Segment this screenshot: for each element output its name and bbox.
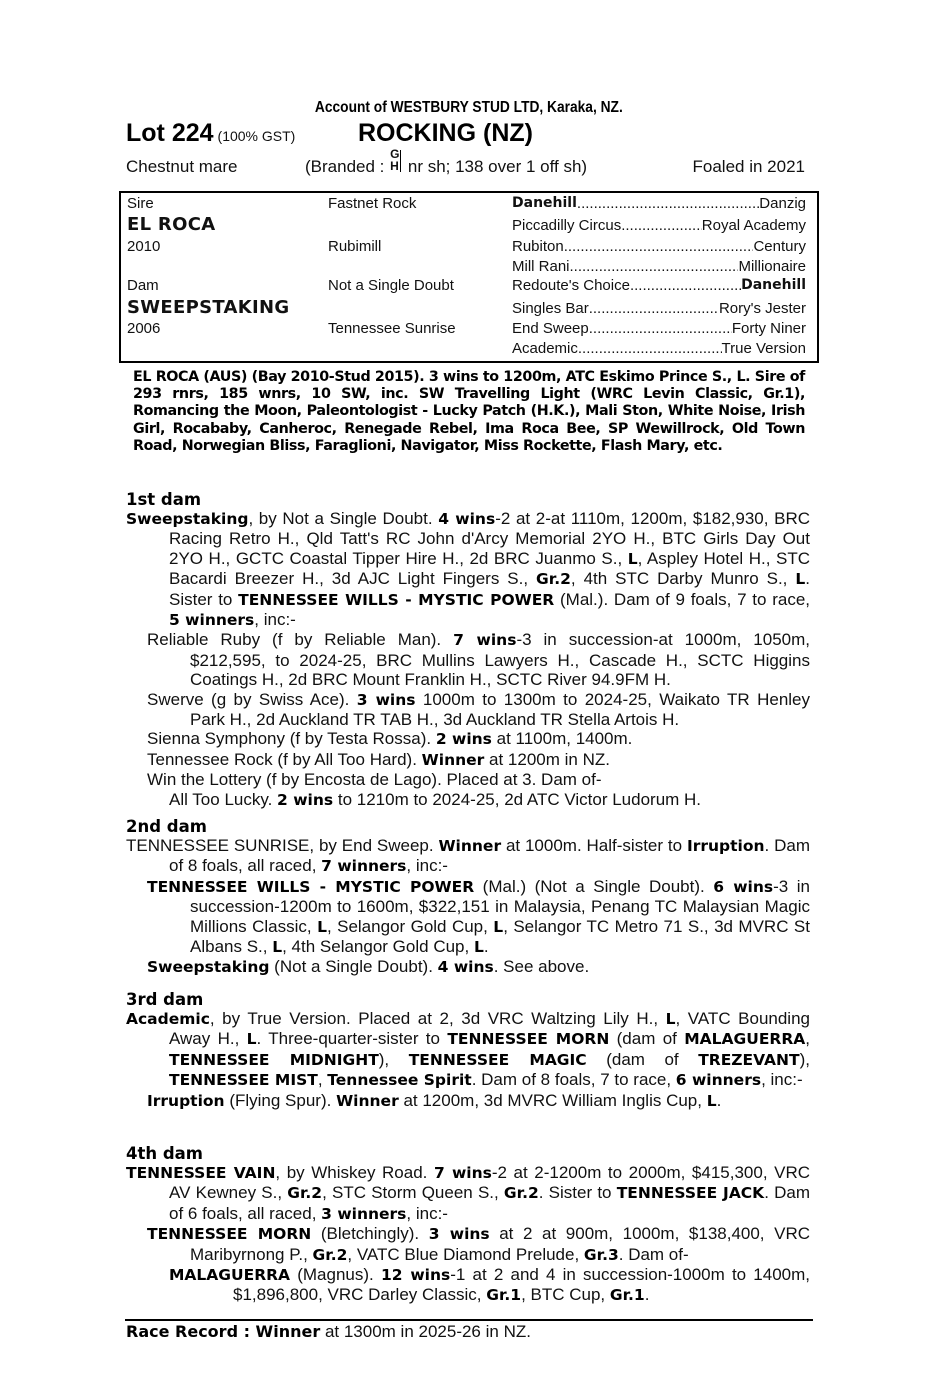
gg-right: Millionaire — [738, 258, 806, 275]
bold-text: 3 wins — [356, 690, 416, 709]
text-run: (Not a Single Doubt). — [269, 957, 438, 977]
race-record-label: Race Record : Winner — [126, 1322, 321, 1341]
sire-label: Sire — [127, 195, 154, 212]
text-run: , inc:- — [406, 1203, 448, 1223]
progeny-list — [126, 1224, 810, 1306]
text-run: . — [483, 937, 489, 957]
gg-left: Rubiton — [512, 238, 564, 255]
progeny-entry — [126, 790, 810, 810]
text-run: (Magnus). — [290, 1265, 381, 1285]
bold-text: L — [317, 917, 327, 936]
text-run: , 4th Selangor Gold Cup, — [282, 937, 474, 957]
bold-text: MALAGUERRA — [684, 1030, 806, 1049]
text-run: at 1100m, 1400m. — [491, 729, 633, 749]
bold-text: 4 wins — [438, 510, 496, 528]
bold-text: Academic — [126, 1010, 210, 1028]
text-run: at 1200m, 3d MVRC William Inglis Cup, — [398, 1090, 707, 1110]
bold-text: MALAGUERRA — [169, 1266, 291, 1285]
text-run: ), — [378, 1049, 409, 1069]
text-run: . Dam of 8 foals, all raced, — [169, 836, 811, 876]
bold-text: L — [706, 1091, 717, 1110]
bold-text: L — [473, 938, 484, 957]
progeny-entry — [126, 1265, 810, 1306]
dam-description — [126, 509, 810, 630]
great-grandparent-row — [512, 277, 806, 294]
bold-text: 7 winners — [321, 857, 407, 876]
progeny-entry — [126, 690, 810, 730]
bold-text: Sweepstaking — [147, 958, 270, 977]
bold-text: 7 wins — [433, 1164, 492, 1182]
leader-dots — [589, 320, 732, 337]
text-run: All Too Lucky. — [169, 789, 278, 809]
bold-text: Gr.1 — [609, 1286, 645, 1305]
leader-dots — [630, 277, 741, 294]
gg-left: Academic — [512, 340, 578, 357]
text-run: . — [716, 1090, 722, 1110]
text-run: (dam of — [586, 1049, 699, 1069]
brand-bottom-letter: H — [390, 159, 399, 173]
first-dam-section — [126, 490, 810, 810]
text-run: at 2 at 900m, 1000m, $138,400, VRC Maribyrnong P., — [190, 1224, 811, 1264]
progeny-list — [126, 877, 810, 978]
section-heading: 2nd dam — [126, 817, 207, 836]
sire-dam: Rubimill — [328, 238, 382, 255]
text-run: (Mal.) (Not a Single Doubt). — [474, 876, 714, 896]
colour-sex: Chestnut mare — [126, 157, 238, 176]
text-run: , inc:- — [761, 1070, 803, 1090]
bold-text: Gr.3 — [583, 1245, 619, 1264]
brand-top-letter: G — [390, 147, 400, 161]
pedigree-table — [119, 191, 819, 363]
bold-text: TREZEVANT — [698, 1050, 800, 1069]
text-run: -2 at 2-1200m to 2000m, $415,300, VRC AV Kewney S., — [169, 1163, 811, 1203]
lot-header — [126, 119, 533, 151]
bold-text: TENNESSEE WILLS - MYSTIC POWER — [238, 590, 555, 609]
brand-suffix: nr sh; 138 over 1 off sh) — [407, 157, 588, 176]
bold-text: Sweepstaking — [126, 510, 249, 528]
bold-text: L — [493, 917, 504, 936]
progeny-entry — [126, 630, 810, 689]
text-run: . Sister to — [538, 1183, 617, 1203]
text-run: , VATC Blue Diamond Prelude, — [347, 1244, 584, 1264]
text-run: at 1200m in NZ. — [484, 749, 610, 769]
gg-right: Danehill — [741, 277, 806, 293]
sire-name: EL ROCA — [127, 214, 216, 235]
leader-dots — [564, 238, 754, 255]
progeny-list — [126, 630, 810, 810]
bold-text: 3 winners — [321, 1204, 407, 1223]
gg-left: Mill Rani — [512, 258, 570, 275]
text-run: ), — [799, 1049, 810, 1069]
progeny-entry — [126, 1091, 810, 1111]
sire-year: 2010 — [127, 238, 161, 255]
gg-left: Singles Bar — [512, 300, 589, 317]
progeny-list — [126, 1091, 810, 1111]
dam-label: Dam — [127, 277, 159, 294]
gg-left: Piccadilly Circus — [512, 217, 622, 234]
gg-right: Century — [753, 238, 806, 255]
brand-info — [305, 147, 588, 177]
text-run: . — [644, 1285, 650, 1305]
bold-text: Tennessee Spirit — [327, 1071, 472, 1090]
section-heading: 1st dam — [126, 490, 202, 509]
text-run: -3 in succession-1200m to 1600m, $322,151 in Malaysia, Penang TC Malaysian Magic Millions Classic, — [190, 876, 811, 936]
bold-text: 4 wins — [437, 958, 494, 977]
fourth-dam-section — [126, 1144, 810, 1306]
text-run: Sienna Symphony (f by Testa Rossa). — [147, 729, 436, 749]
text-run: Tennessee Rock (f by All Too Hard). — [147, 749, 422, 769]
section-heading: 3rd dam — [126, 990, 204, 1009]
gg-right: Royal Academy — [701, 217, 806, 234]
text-run: Swerve (g by Swiss Ace). — [147, 689, 357, 709]
text-run: (Bletchingly). — [311, 1224, 429, 1244]
gg-right: Forty Niner — [731, 320, 806, 337]
progeny-entry — [126, 750, 810, 770]
horse-description — [126, 147, 810, 181]
gg-right: True Version — [721, 340, 806, 357]
lot-number: Lot 224 — [126, 119, 214, 147]
bold-text: Winner — [421, 750, 485, 769]
dam-description — [126, 836, 810, 877]
bold-text: Winner — [336, 1091, 399, 1110]
leader-dots — [578, 340, 722, 357]
leader-dots — [621, 217, 702, 234]
great-grandparent-row — [512, 320, 806, 337]
bold-text: 3 wins — [428, 1225, 490, 1244]
bold-text: TENNESSEE MIDNIGHT — [169, 1050, 379, 1069]
divider-rule — [125, 1319, 813, 1321]
bold-text: 6 wins — [713, 877, 774, 896]
bold-text: TENNESSEE MORN — [447, 1030, 610, 1049]
horse-name: ROCKING (NZ) — [358, 119, 533, 147]
leader-dots — [589, 300, 719, 317]
text-run: , BTC Cup, — [521, 1285, 610, 1305]
text-run: 1000m to 1300m to 2024-25, Waikato TR Henley Park H., 2d Auckland TR TAB H., 3d Auckland TR Stella Artois H. — [190, 689, 811, 730]
dam-description — [126, 1009, 810, 1091]
text-run: . Dam of 6 foals, all raced, — [169, 1183, 811, 1223]
bold-text: TENNESSEE WILLS - MYSTIC POWER — [147, 877, 475, 896]
gg-left: End Sweep — [512, 320, 589, 337]
sire-sire: Fastnet Rock — [328, 195, 417, 212]
dam-year: 2006 — [127, 320, 161, 337]
text-run: , 4th STC Darby Munro S., — [570, 569, 796, 589]
leader-dots — [577, 195, 759, 212]
bold-text: Winner — [438, 837, 502, 855]
text-run: Reliable Ruby (f by Reliable Man). — [147, 630, 454, 650]
gst-note: (100% GST) — [217, 128, 296, 144]
text-run: , Selangor TC Metro 71 S., 3d MVRC St Albans S., — [190, 916, 810, 957]
gg-left: Danehill — [512, 195, 577, 211]
progeny-entry — [126, 957, 810, 977]
text-run: , Aspley Hotel H., STC Bacardi Breezer H., 3d AJC Light Fingers S., — [169, 548, 810, 589]
progeny-entry — [126, 729, 810, 749]
text-run: , — [317, 1070, 328, 1090]
bold-text: TENNESSEE VAIN — [126, 1164, 276, 1182]
great-grandparent-row — [512, 195, 806, 212]
dam-sire: Not a Single Doubt — [328, 277, 454, 294]
progeny-entry — [126, 877, 810, 958]
bold-text: Gr.1 — [486, 1286, 522, 1305]
text-run: Win the Lottery (f by Encosta de Lago). Placed at 3. Dam of- — [147, 770, 602, 790]
text-run: , inc:- — [406, 856, 448, 876]
bold-text: TENNESSEE MIST — [169, 1071, 318, 1090]
great-grandparent-row — [512, 340, 806, 357]
race-record-text: at 1300m in 2025-26 in NZ. — [320, 1322, 531, 1341]
third-dam-section — [126, 990, 810, 1111]
brand-mark-icon — [390, 147, 402, 177]
bold-text: Irruption — [147, 1091, 225, 1110]
text-run: , VATC Bounding Away H., — [169, 1009, 810, 1049]
progeny-entry — [126, 770, 810, 789]
text-run: , — [805, 1029, 811, 1049]
bold-text: L — [627, 549, 638, 568]
vendor-account: Account of WESTBURY STUD LTD, Karaka, NZ. — [314, 99, 623, 116]
text-run: , by Whiskey Road. — [275, 1163, 434, 1182]
bold-text: Gr.2 — [503, 1184, 539, 1203]
text-run: (dam of — [609, 1029, 685, 1049]
bold-text: L — [665, 1010, 676, 1028]
brand-bar — [400, 150, 401, 172]
text-run: (Flying Spur). — [224, 1090, 337, 1110]
bold-text: Irruption — [686, 837, 765, 855]
text-run: -3 in succession-at 1000m, 1050m, $212,595, to 2024-25, BRC Mullins Lawyers H., Cascade H., SCTC Higgins Coatings H., 2d BRC Mount Franklin H., SCTC River 94.9FM H. — [190, 630, 810, 690]
text-run: -1 at 2 and 4 in succession-1000m to 1400m, $1,896,800, VRC Darley Classic, — [233, 1265, 811, 1305]
bold-text: 2 wins — [435, 730, 492, 749]
brand-prefix: (Branded : — [305, 157, 385, 176]
bold-text: Gr.2 — [312, 1245, 348, 1264]
bold-text: TENNESSEE MAGIC — [408, 1050, 587, 1069]
great-grandparent-row — [512, 258, 806, 275]
text-run: to 1210m to 2024-25, 2d ATC Victor Ludorum H. — [333, 789, 702, 809]
text-run: , Selangor Gold Cup, — [326, 916, 494, 936]
gg-right: Danzig — [759, 195, 806, 212]
text-run: . See above. — [493, 957, 590, 977]
text-run: at 1000m. Half-sister to — [501, 836, 687, 855]
great-grandparent-row — [512, 300, 806, 317]
text-run: (Mal.). Dam of 9 foals, 7 to race, — [554, 589, 811, 609]
text-run: . Three-quarter-sister to — [256, 1029, 448, 1049]
sire-summary: EL ROCA (AUS) (Bay 2010-Stud 2015). 3 wins to 1200m, ATC Eskimo Prince S., L. Sire of 293 rnrs, 185 wnrs, 10 SW, inc. SW Travelling Light (WRC Levin Classic, Gr.1), Romancing the Moon, Paleontologist - Lucky Patch (H.K.), Mali Ston, White Noise, Irish Girl, Rocababy, Canheroc, Renegade Rebel, Ima Roca Bee, SP Wewillrock, Old Town Road, Norwegian Bliss, Faraglioni, Navigator, Miss Rockette, Flash Mary, etc. — [133, 369, 805, 454]
text-run: , by True Version. Placed at 2, 3d VRC Waltzing Lily H., — [209, 1009, 666, 1028]
second-dam-section — [126, 817, 810, 978]
text-run: . Dam of- — [618, 1244, 689, 1264]
text-run: . Dam of 8 foals, 7 to race, — [471, 1070, 676, 1090]
text-run: , by Not a Single Doubt. — [248, 509, 439, 528]
gg-left: Redoute's Choice — [512, 277, 630, 294]
leader-dots — [570, 258, 739, 275]
bold-text: 5 winners — [169, 611, 255, 630]
text-run: . Sister to — [169, 569, 810, 609]
bold-text: L — [246, 1030, 257, 1049]
bold-text: 6 winners — [675, 1071, 762, 1090]
text-run: , STC Storm Queen S., — [322, 1183, 504, 1203]
great-grandparent-row — [512, 238, 806, 255]
bold-text: L — [795, 570, 806, 589]
text-run: , inc:- — [254, 610, 296, 630]
bold-text: 2 wins — [277, 790, 334, 809]
great-grandparent-row — [512, 217, 806, 234]
dam-description — [126, 1163, 810, 1224]
progeny-entry — [126, 1224, 810, 1265]
foaled-year: Foaled in 2021 — [692, 157, 805, 176]
bold-text: Gr.2 — [536, 570, 571, 589]
bold-text: Gr.2 — [287, 1184, 323, 1203]
section-heading: 4th dam — [126, 1144, 203, 1163]
bold-text: TENNESSEE MORN — [147, 1225, 312, 1244]
text-run: -2 at 2-at 1110m, 1200m, $182,930, BRC Racing Retro H., Qld Tatt's RC John d'Arcy Memorial 2YO H., BTC Girls Day Out 2YO H., GCTC Coastal Tipper Hire H., 2d BRC Juanmo S., — [169, 509, 810, 568]
bold-text: 12 wins — [380, 1266, 451, 1285]
dam-name: SWEEPSTAKING — [127, 297, 290, 318]
dam-dam: Tennessee Sunrise — [328, 320, 456, 337]
race-record — [126, 1322, 531, 1342]
bold-text: L — [272, 938, 283, 957]
gg-right: Rory's Jester — [718, 300, 806, 317]
text-run: TENNESSEE SUNRISE, by End Sweep. — [126, 836, 439, 855]
bold-text: 7 wins — [453, 631, 517, 650]
bold-text: TENNESSEE JACK — [616, 1184, 765, 1203]
